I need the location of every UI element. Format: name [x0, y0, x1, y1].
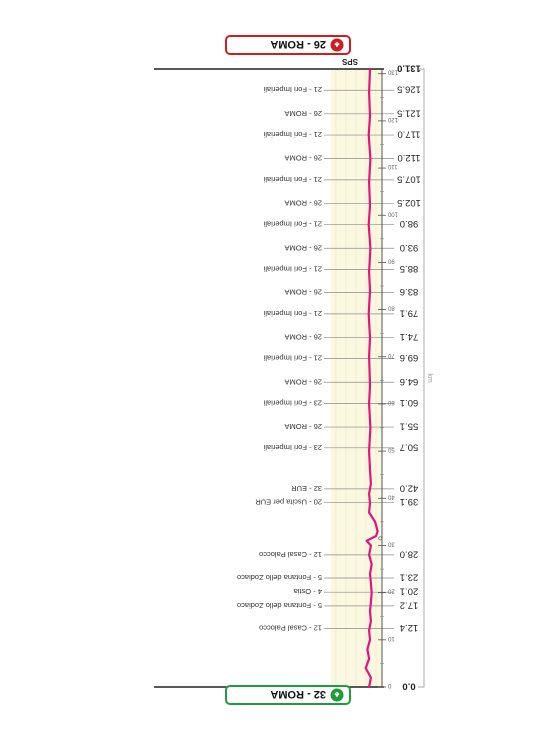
km-axis-tick-label: 70: [388, 351, 395, 358]
waypoint-name-label: 32 - EUR: [291, 483, 322, 493]
waypoint-name-label: 26 - ROMA: [284, 422, 322, 432]
km-axis-tick-label: 10: [388, 634, 395, 641]
waypoint-labels-layer: [237, 63, 421, 692]
waypoint-km-label: 74.1: [399, 330, 419, 342]
waypoint-name-label: 21 - Fori Imperiali: [263, 85, 322, 95]
km-axis-tick-label: 20: [388, 587, 395, 594]
waypoint-km-label: 23.1: [399, 571, 419, 583]
km-axis-tick-label: 80: [388, 304, 395, 311]
km-axis-tick-label: 90: [388, 257, 395, 264]
waypoint-km-label: 69.6: [399, 352, 419, 364]
waypoint-km-label: 88.5: [399, 262, 419, 274]
km-axis-tick-label: 0: [388, 682, 392, 688]
waypoint-name-label: 26 - ROMA: [284, 332, 322, 342]
km-axis-tick-label: 100: [388, 210, 399, 217]
waypoint-name-label: 20 - Uscita per EUR: [255, 497, 322, 507]
waypoint-km-label: 126.5: [397, 83, 421, 95]
waypoint-name-label: 5 - Fontana dello Zodiaco: [236, 573, 322, 583]
waypoint-name-label: 26 - ROMA: [284, 198, 322, 208]
waypoint-name-label: 5 - Fontana dello Zodiaco: [236, 600, 322, 610]
waypoint-name-label: 21 - Fori Imperiali: [263, 353, 322, 363]
unit-label: km: [426, 373, 433, 383]
waypoint-name-label: 23 - Fori Imperiali: [263, 398, 322, 408]
waypoint-name-label: 26 - ROMA: [284, 243, 322, 253]
waypoint-km-label: 83.6: [399, 286, 419, 298]
waypoint-name-label: 26 - ROMA: [284, 287, 322, 297]
waypoint-name-label: 21 - Fori Imperiali: [263, 264, 322, 274]
waypoint-name-label: 21 - Fori Imperiali: [263, 219, 322, 229]
waypoint-km-label: 17.2: [399, 599, 419, 611]
profile-fill-layer: [331, 69, 382, 687]
cloverleaf-icon-glyph: ♣: [334, 689, 340, 699]
waypoint-km-label: 55.1: [399, 420, 419, 432]
start-badge: [226, 686, 350, 704]
waypoint-name-label: 4 - Ostia: [293, 587, 322, 597]
km-axis-tick-label: 110: [388, 163, 398, 170]
waypoint-km-label: 12.4: [399, 622, 419, 634]
waypoint-km-label: 98.0: [399, 218, 419, 230]
waypoint-name-label: 12 - Casal Palocco: [259, 549, 322, 559]
waypoint-km-label: 60.1: [399, 396, 419, 408]
waypoint-km-label: 42.0: [399, 482, 419, 494]
waypoint-km-label: 112.0: [397, 152, 421, 164]
rotated-group: [154, 36, 433, 704]
waypoint-km-label: 64.6: [399, 375, 419, 387]
finish-badge: [226, 36, 350, 54]
waypoint-km-label: 117.0: [397, 128, 421, 140]
waypoint-km-label: 79.1: [399, 307, 419, 319]
profile-fill-band: [331, 69, 382, 687]
waypoint-name-label: 26 - ROMA: [284, 153, 322, 163]
waypoint-name-label: 26 - ROMA: [284, 377, 322, 387]
cloverleaf-icon-glyph: ♣: [334, 39, 340, 49]
waypoint-name-label: 21 - Fori Imperiali: [263, 308, 322, 318]
waypoint-km-label: 39.1: [399, 496, 419, 508]
waypoint-name-label: 21 - Fori Imperiali: [263, 130, 322, 140]
waypoint-km-label: 121.5: [397, 107, 421, 119]
km-axis-tick-label: 40: [388, 493, 395, 500]
waypoint-km-label: 50.7: [399, 441, 419, 453]
km-axis-tick-label: 120: [388, 115, 399, 122]
km-axis-tick-label: 130: [388, 68, 399, 75]
waypoint-km-label: 20.1: [399, 585, 419, 597]
waypoint-name-label: 21 - Fori Imperiali: [263, 174, 322, 184]
waypoint-name-label: 26 - ROMA: [284, 108, 322, 118]
waypoint-km-label: 93.0: [399, 241, 419, 253]
waypoint-name-label: 23 - Fori Imperiali: [263, 442, 322, 452]
km-axis-tick-label: 60: [388, 398, 395, 405]
waypoint-km-label: 131.0: [397, 62, 421, 74]
finish-badge-label: 26 - ROMA: [270, 38, 326, 50]
sprint-label: SPS: [341, 57, 359, 66]
waypoint-km-label: 28.0: [399, 548, 419, 560]
waypoint-km-label: 0.0: [402, 680, 416, 692]
waypoint-km-label: 102.5: [397, 196, 421, 208]
waypoint-name-label: 12 - Casal Palocco: [259, 623, 322, 633]
km-axis-tick-label: 50: [388, 446, 395, 453]
start-badge-label: 32 - ROMA: [270, 688, 326, 700]
km-axis-tick-label: 30: [388, 540, 395, 547]
waypoint-km-label: 107.5: [397, 173, 421, 185]
